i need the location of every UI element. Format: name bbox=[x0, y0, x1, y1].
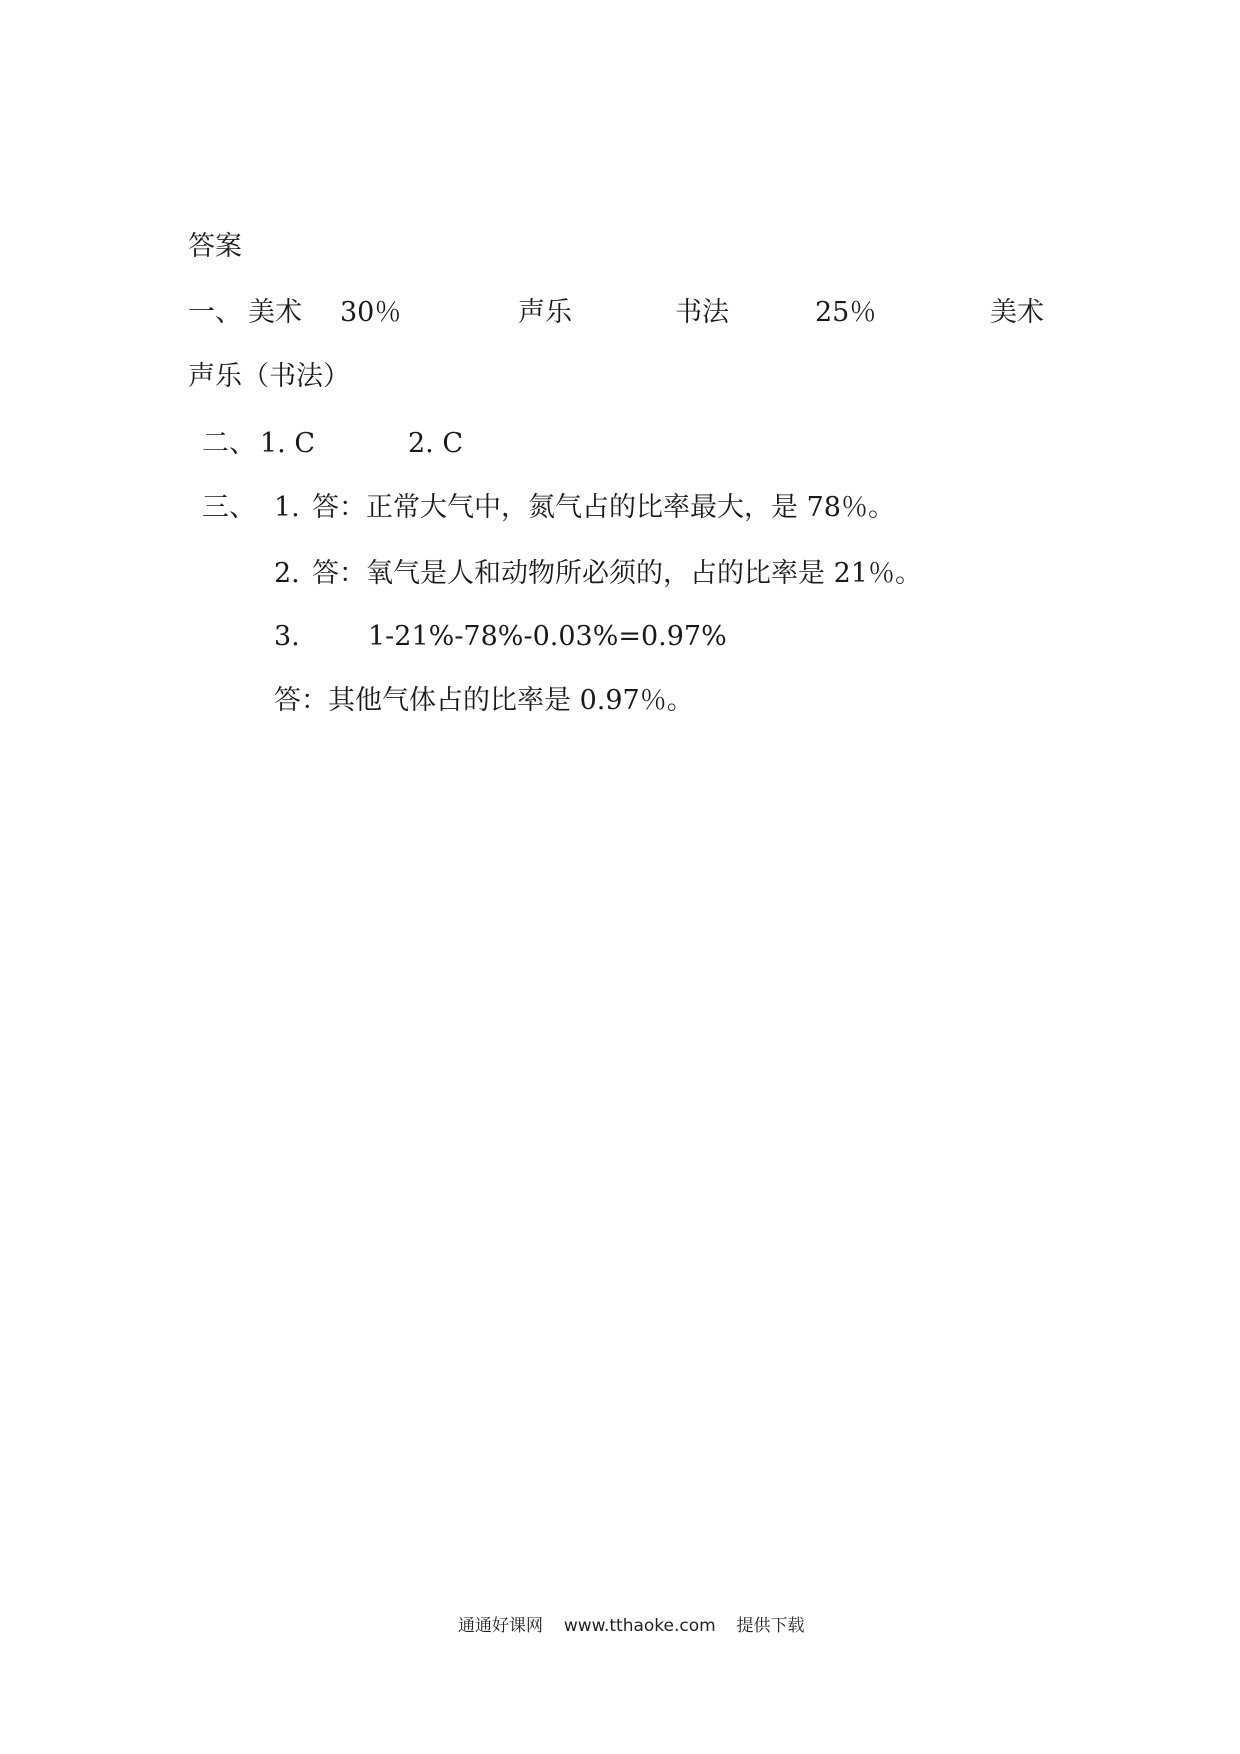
choice-answer-2: 2. C bbox=[408, 428, 464, 459]
question-2-answer: 答：氧气是人和动物所必须的，占的比率是 21％。 bbox=[312, 558, 922, 589]
question-3-number: 3. bbox=[274, 621, 300, 652]
answer-2: 30％ bbox=[340, 297, 402, 328]
answer-4: 书法 bbox=[675, 297, 729, 328]
answer-continuation: 声乐（书法） bbox=[188, 361, 350, 392]
question-3-formula: 1-21%-78%-0.03%=0.97% bbox=[368, 621, 727, 652]
section-one-marker: 一、 bbox=[188, 297, 242, 328]
question-1-number: 1. bbox=[274, 492, 300, 523]
page-title: 答案 bbox=[188, 231, 242, 262]
page-footer bbox=[458, 1615, 805, 1637]
section-three-marker: 三、 bbox=[202, 492, 256, 523]
answer-6: 美术 bbox=[990, 297, 1044, 328]
choice-answer-1: 1. C bbox=[260, 428, 316, 459]
question-2-number: 2. bbox=[274, 558, 300, 589]
footer-url[interactable]: www.tthaoke.com bbox=[563, 1616, 716, 1636]
footer-site-name: 通通好课网 bbox=[458, 1616, 543, 1636]
section-two-marker: 二、 bbox=[202, 428, 256, 459]
question-3-answer: 答：其他气体占的比率是 0.97％。 bbox=[274, 685, 694, 716]
answer-1: 美术 bbox=[248, 297, 302, 328]
answer-3: 声乐 bbox=[518, 297, 572, 328]
answer-5: 25％ bbox=[815, 297, 877, 328]
question-1-answer: 答：正常大气中，氮气占的比率最大，是 78％。 bbox=[312, 492, 895, 523]
footer-suffix: 提供下载 bbox=[736, 1616, 805, 1636]
